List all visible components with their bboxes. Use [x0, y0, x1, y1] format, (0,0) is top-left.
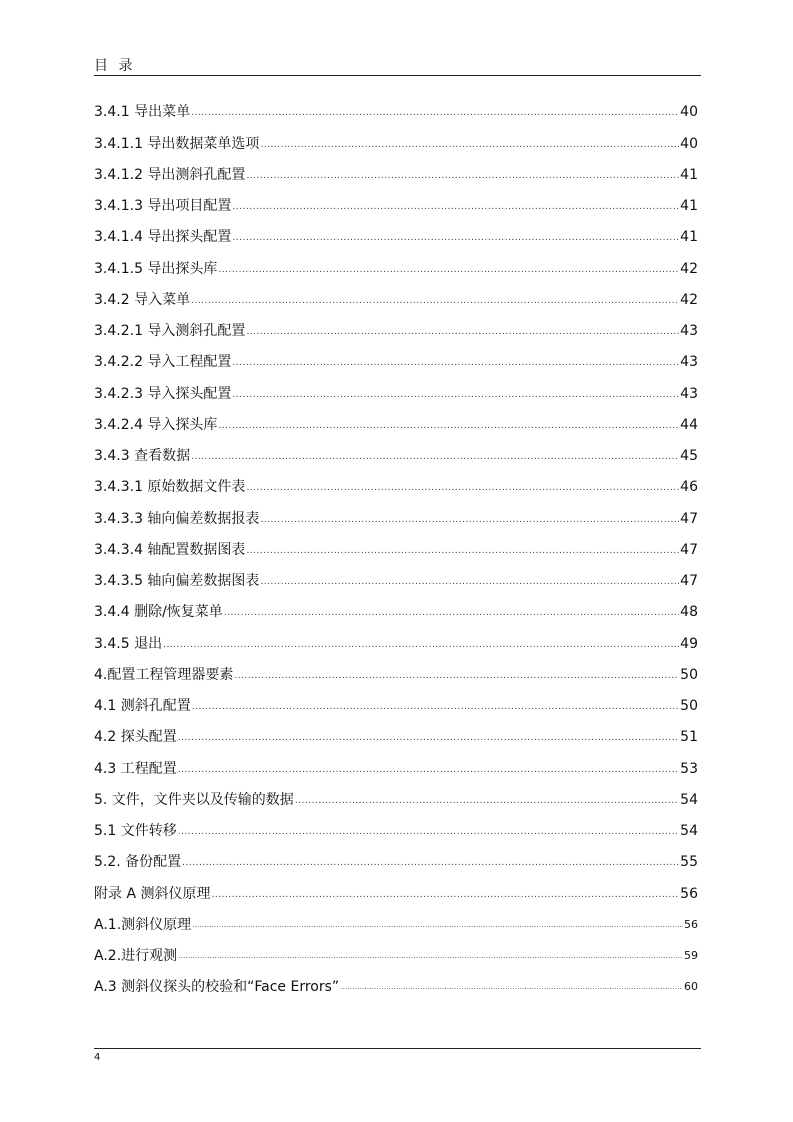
toc-leader-dots — [191, 296, 679, 306]
toc-entry-page: 41 — [680, 166, 698, 183]
page-header — [94, 57, 701, 75]
toc-entry-label: 5. 文件，文件夹以及传输的数据 — [94, 791, 294, 808]
toc-entry-page: 47 — [680, 573, 698, 589]
toc-leader-dots — [178, 827, 679, 837]
toc-entry-page: 51 — [680, 729, 698, 746]
toc-entry[interactable] — [94, 315, 698, 346]
toc-entry-page: 43 — [680, 323, 698, 339]
toc-leader-dots — [260, 515, 679, 525]
toc-leader-dots — [232, 202, 679, 212]
header-title: 目 录 — [94, 58, 136, 74]
toc-entry[interactable] — [94, 284, 698, 315]
toc-entry-label: 4.2 探头配置 — [94, 729, 177, 746]
toc-entry-page: 41 — [680, 198, 698, 214]
toc-entry[interactable] — [94, 440, 698, 471]
toc-entry[interactable] — [94, 596, 698, 627]
toc-leader-dots — [192, 702, 679, 712]
toc-entry-page: 44 — [680, 416, 698, 433]
toc-entry-page: 50 — [680, 666, 698, 683]
toc-entry-label: 3.4.1.5 导出探头库 — [94, 260, 218, 277]
toc-leader-dots — [232, 358, 679, 368]
toc-entry-page: 49 — [680, 635, 698, 652]
toc-entry-label: 5.2. 备份配置 — [94, 854, 182, 871]
toc-leader-dots — [178, 733, 679, 743]
toc-leader-dots — [232, 390, 679, 400]
toc-entry-page: 42 — [680, 291, 698, 308]
footer-divider — [94, 1048, 701, 1049]
toc-leader-dots — [182, 858, 679, 868]
toc-leader-dots — [246, 546, 679, 556]
toc-entry[interactable] — [94, 877, 698, 908]
toc-entry[interactable] — [94, 409, 698, 440]
toc-entry-page: 47 — [680, 541, 698, 558]
toc-entry-page: 56 — [680, 885, 698, 902]
toc-entry[interactable] — [94, 721, 698, 752]
toc-leader-dots — [211, 890, 679, 900]
page-number: 4 — [94, 1052, 101, 1063]
toc-entry-page: 42 — [680, 260, 698, 277]
toc-leader-dots — [246, 483, 679, 493]
toc-entry[interactable] — [94, 159, 698, 190]
toc-leader-dots — [246, 327, 679, 337]
toc-leader-dots — [260, 140, 679, 150]
toc-leader-dots — [234, 671, 679, 681]
toc-leader-dots — [163, 640, 679, 650]
toc-entry-label: 3.4.1.2 导出测斜孔配置 — [94, 166, 246, 183]
toc-entry[interactable] — [94, 471, 698, 502]
toc-leader-dots — [192, 920, 683, 930]
toc-entry[interactable] — [94, 815, 698, 846]
toc-entry-label: 3.4.2.1 导入测斜孔配置 — [94, 323, 246, 339]
toc-entry[interactable] — [94, 971, 698, 1002]
toc-entry-page: 41 — [680, 229, 698, 246]
toc-leader-dots — [232, 233, 679, 243]
toc-entry-label: 4.1 测斜孔配置 — [94, 698, 191, 714]
toc-entry[interactable] — [94, 221, 698, 252]
toc-entry[interactable] — [94, 96, 698, 127]
toc-entry-label: 3.4.2.2 导入工程配置 — [94, 354, 232, 371]
toc-leader-dots — [191, 452, 679, 462]
toc-entry[interactable] — [94, 909, 698, 940]
toc-entry-label: 3.4.3.4 轴配置数据图表 — [94, 541, 246, 558]
toc-entry-page: 40 — [680, 104, 698, 121]
toc-entry-label: 3.4.1.4 导出探头配置 — [94, 229, 232, 246]
toc-entry-page: 54 — [680, 791, 698, 808]
toc-leader-dots — [295, 796, 679, 806]
toc-entry-page: 59 — [684, 949, 698, 962]
toc-leader-dots — [191, 108, 679, 118]
toc-entry-label: 4.配置工程管理器要素 — [94, 666, 234, 683]
toc-entry-page: 54 — [680, 823, 698, 839]
toc-entry[interactable] — [94, 846, 698, 877]
toc-entry[interactable] — [94, 502, 698, 533]
toc-entry-page: 56 — [684, 917, 698, 931]
toc-leader-dots — [260, 577, 679, 587]
toc-entry-label: 3.4.3 查看数据 — [94, 448, 191, 464]
toc-entry-page: 60 — [684, 980, 698, 994]
toc-entry-label: A.2.进行观测 — [94, 948, 178, 964]
toc-entry-label: 3.4.2.3 导入探头配置 — [94, 385, 232, 402]
toc-entry-page: 43 — [680, 385, 698, 402]
table-of-contents — [94, 96, 698, 1002]
toc-entry-label: 3.4.4 删除/恢复菜单 — [94, 604, 223, 621]
toc-entry-page: 47 — [680, 510, 698, 527]
toc-leader-dots — [178, 765, 679, 775]
toc-entry-label: A.3 测斜仪探头的校验和“Face Errors” — [94, 979, 340, 996]
toc-entry-page: 46 — [680, 479, 698, 496]
toc-entry[interactable] — [94, 252, 698, 283]
toc-entry-page: 43 — [680, 354, 698, 371]
toc-entry-label: 3.4.3.1 原始数据文件表 — [94, 479, 246, 496]
toc-entry-label: 3.4.5 退出 — [94, 635, 163, 652]
toc-entry[interactable] — [94, 534, 698, 565]
toc-entry[interactable] — [94, 127, 698, 158]
toc-entry[interactable] — [94, 752, 698, 783]
header-divider — [94, 75, 701, 76]
toc-leader-dots — [224, 608, 679, 618]
toc-entry[interactable] — [94, 565, 698, 596]
toc-entry-label: A.1.测斜仪原理 — [94, 916, 192, 933]
toc-entry[interactable] — [94, 690, 698, 721]
toc-entry-page: 55 — [680, 854, 698, 871]
toc-entry-label: 3.4.2 导入菜单 — [94, 291, 191, 308]
toc-entry-page: 45 — [680, 448, 698, 464]
toc-entry-page: 50 — [680, 698, 698, 714]
toc-entry-label: 3.4.1.3 导出项目配置 — [94, 198, 232, 214]
toc-entry[interactable] — [94, 377, 698, 408]
toc-leader-dots — [246, 171, 679, 181]
toc-entry[interactable] — [94, 627, 698, 658]
toc-leader-dots — [218, 421, 679, 431]
toc-entry-label: 4.3 工程配置 — [94, 760, 177, 777]
toc-entry-label: 3.4.1 导出菜单 — [94, 104, 191, 121]
toc-entry-label: 3.4.3.5 轴向偏差数据图表 — [94, 573, 260, 589]
toc-leader-dots — [340, 982, 683, 992]
toc-entry[interactable] — [94, 784, 698, 815]
toc-entry[interactable] — [94, 346, 698, 377]
toc-entry-page: 48 — [680, 604, 698, 621]
toc-entry-label: 3.4.1.1 导出数据菜单选项 — [94, 135, 260, 152]
toc-entry-page: 53 — [680, 760, 698, 777]
toc-entry-label: 5.1 文件转移 — [94, 823, 177, 839]
toc-entry-label: 3.4.3.3 轴向偏差数据报表 — [94, 510, 260, 527]
toc-leader-dots — [218, 265, 679, 275]
toc-entry[interactable] — [94, 659, 698, 690]
toc-entry-page: 40 — [680, 135, 698, 152]
toc-entry[interactable] — [94, 190, 698, 221]
toc-entry-label: 附录 A 测斜仪原理 — [94, 885, 211, 902]
toc-entry-label: 3.4.2.4 导入探头库 — [94, 416, 218, 433]
toc-leader-dots — [178, 951, 683, 961]
toc-entry[interactable] — [94, 940, 698, 971]
